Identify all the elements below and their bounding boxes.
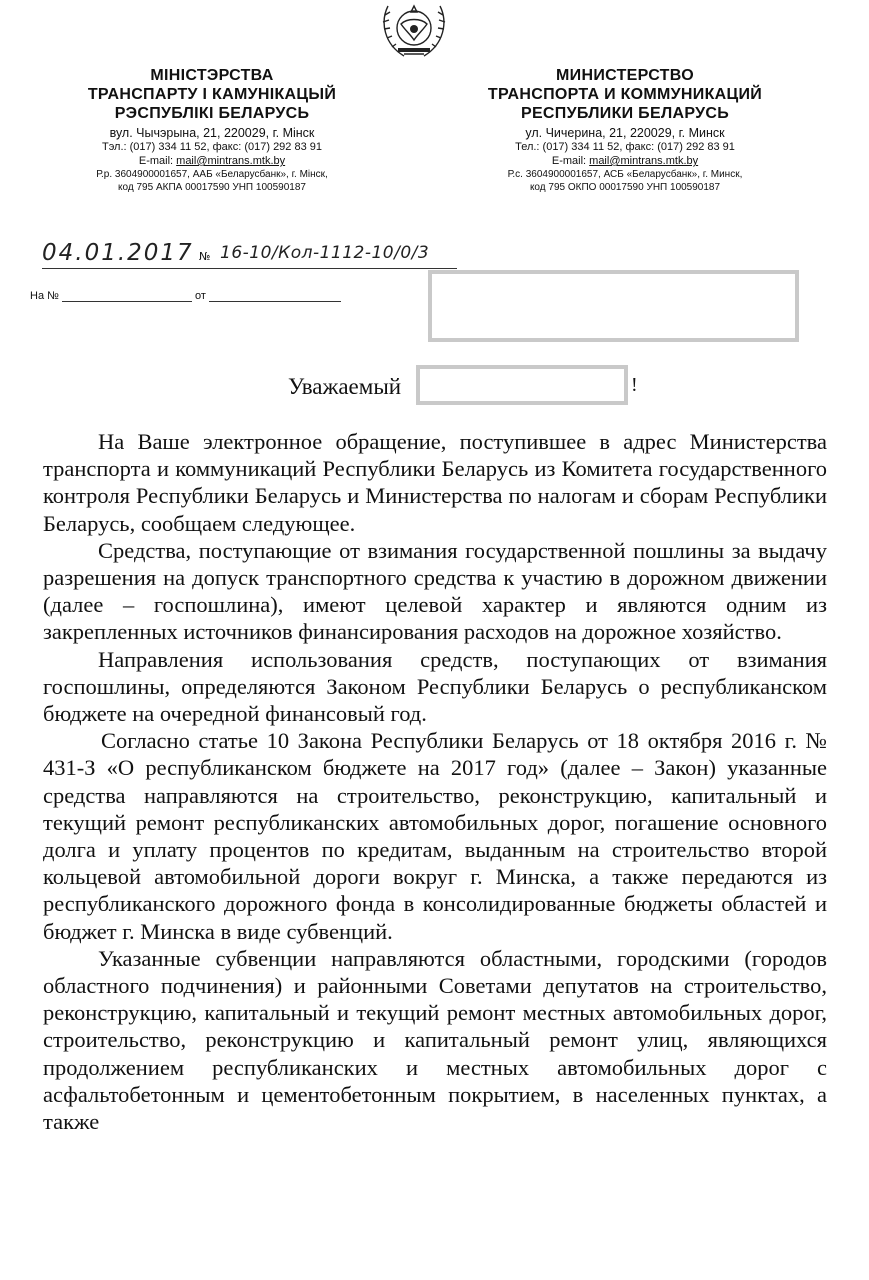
state-emblem-icon xyxy=(374,0,454,60)
greeting: Уважаемый xyxy=(288,374,402,399)
incoming-date-blank xyxy=(209,291,341,302)
redacted-recipient-name xyxy=(416,365,628,405)
bank-details-line2-by: код 795 АКПА 00017590 УНП 100590187 xyxy=(118,182,306,193)
phone-by: Тэл.: (017) 334 11 52, факс: (017) 292 83 91 xyxy=(101,141,323,153)
incoming-number-blank xyxy=(62,291,192,302)
letterhead-russian xyxy=(455,66,795,194)
incoming-reference xyxy=(30,290,341,302)
paragraph-3: Направления использования средств, поступающих от взимания госпошлины, определяются Законом Республики Беларусь о республиканском бюджете на очередной финансовый год. xyxy=(43,646,827,727)
ministry-title-line1-ru: МИНИСТЕРСТВО xyxy=(556,67,694,84)
ministry-title-line1-by: МІНІСТЭРСТВА xyxy=(150,67,274,84)
reference-underline xyxy=(42,268,457,269)
paragraph-2: Средства, поступающие от взимания государственной пошлины за выдачу разрешения на допуск транспортного средства к участию в дорожном движении (далее – госпошлина), имеют целевой характер и являются одним из закрепленных источников финансирования расходов на дорожное хозяйство. xyxy=(43,537,827,645)
ministry-title-line2-by: ТРАНСПАРТУ І КАМУНІКАЦЫЙ xyxy=(87,86,337,103)
bank-details-line2-ru: код 795 ОКПО 00017590 УНП 100590187 xyxy=(529,182,721,193)
ministry-title-line3-by: РЭСПУБЛІКІ БЕЛАРУСЬ xyxy=(114,105,310,122)
outgoing-reference xyxy=(42,240,482,276)
paragraph-1: На Ваше электронное обращение, поступившее в адрес Министерства транспорта и коммуникаций Республики Беларусь из Комитета государственного контроля Республики Беларусь и Министерства по налогам и сборам Республики Беларусь, сообщаем следующее. xyxy=(43,429,827,536)
ministry-title-line3-ru: РЕСПУБЛИКИ БЕЛАРУСЬ xyxy=(520,105,729,122)
email-line-by xyxy=(42,154,382,168)
email-label-by: E-mail: xyxy=(138,155,177,167)
paragraph-5: Указанные субвенции направляются областными, городскими (городов областного подчинения) и районными Советами депутатов на строительство, реконструкцию, капитальный и текущий ремонт местных автомобильных дорог, строительство, реконструкцию и капитальный ремонт улиц, являющихся продолжением республиканских и местных автомобильных дорог с асфальтобетонным и цементобетонным покрытием, в населенных пунктах, а также xyxy=(43,945,827,1135)
letterhead-belarusian xyxy=(42,66,382,194)
address-by: вул. Чычэрына, 21, 220029, г. Мінск xyxy=(109,126,315,140)
phone-ru: Тел.: (017) 334 11 52, факс: (017) 292 83 91 xyxy=(515,141,735,153)
bank-details-line1-by: Р.р. 3604900001657, ААБ «Беларусбанк», г. Мінск, xyxy=(96,169,328,180)
email-link-ru[interactable]: mail@mintrans.mtk.by xyxy=(589,155,699,167)
paragraph-4: Согласно статье 10 Закона Республики Беларусь от 18 октября 2016 г. № 431-З «О республиканском бюджете на 2017 год» (далее – Закон) указанные средства направляются на строительство, реконструкцию, капитальный и текущий ремонт республиканских автомобильных дорог, погашение основного долга и уплату процентов по кредитам, выданным на строительство второй кольцевой автомобильной дороги вокруг г. Минска, а также передаются из республиканского дорожного фонда в консолидированные бюджеты областей и бюджет г. Минска в виде субвенций. xyxy=(43,728,827,944)
email-link-by[interactable]: mail@mintrans.mtk.by xyxy=(176,155,286,167)
outgoing-number-prefix: № xyxy=(199,250,211,263)
outgoing-date: 04.01.2017 xyxy=(42,240,194,266)
outgoing-number: 16-10/Кол-1112-10/0/3 xyxy=(220,243,430,263)
bank-details-line1-ru: Р.с. 3604900001657, АСБ «Беларусбанк», г. Минск, xyxy=(507,169,743,180)
email-label-ru: E-mail: xyxy=(551,155,590,167)
letter-body xyxy=(43,428,827,1135)
greeting-exclamation: ! xyxy=(631,374,638,396)
ministry-title-line2-ru: ТРАНСПОРТА И КОММУНИКАЦИЙ xyxy=(487,86,763,103)
incoming-date-label: от xyxy=(195,290,206,302)
email-line-ru xyxy=(455,154,795,168)
address-ru: ул. Чичерина, 21, 220029, г. Минск xyxy=(525,126,725,140)
redacted-recipient-address xyxy=(428,270,799,342)
incoming-number-label: На № xyxy=(30,290,59,302)
